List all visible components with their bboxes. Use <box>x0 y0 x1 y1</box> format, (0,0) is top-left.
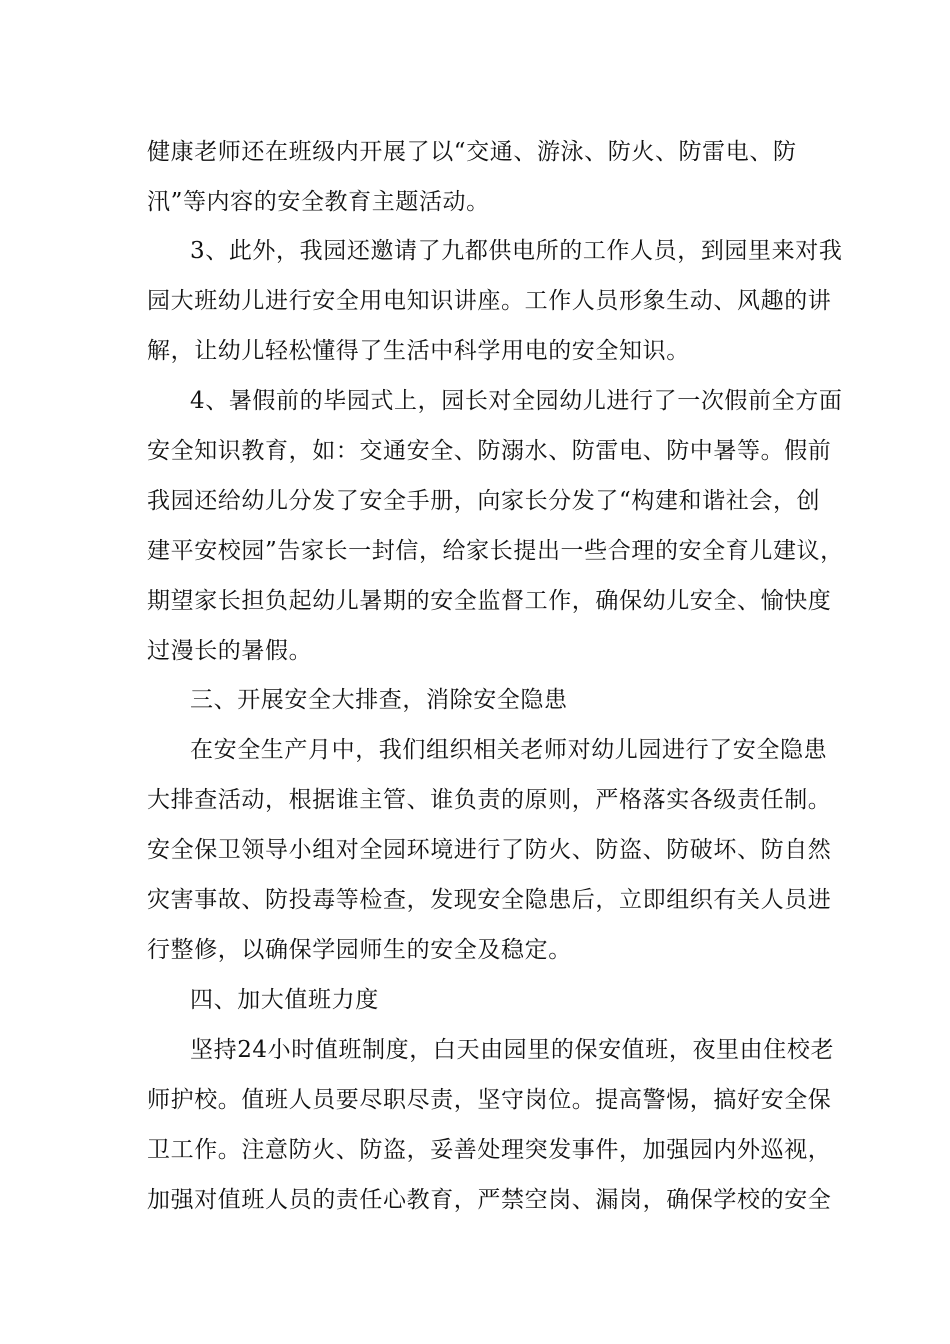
text-line: 师护校。值班人员要尽职尽责，坚守岗位。提高警惕，搞好安全保 <box>147 1087 832 1113</box>
section-heading: 四、加大值班力度 <box>190 987 379 1013</box>
text-line: 大排查活动，根据谁主管、谁负责的原则，严格落实各级责任制。 <box>147 787 832 813</box>
text-line: 健康老师还在班级内开展了以“交通、游泳、防火、防雷电、防 <box>147 139 797 165</box>
text-line: 我园还给幼儿分发了安全手册，向家长分发了“构建和谐社会，创 <box>147 488 821 514</box>
text-line: 坚持24小时值班制度，白天由园里的保安值班，夜里由住校老 <box>190 1037 835 1063</box>
text-line: 安全知识教育，如：交通安全、防溺水、防雷电、防中暑等。假前 <box>147 438 832 464</box>
text-line: 安全保卫领导小组对全园环境进行了防火、防盗、防破坏、防自然 <box>147 837 832 863</box>
section-heading: 三、开展安全大排查，消除安全隐患 <box>190 687 568 713</box>
text-line: 汛”等内容的安全教育主题活动。 <box>147 189 490 215</box>
text-line: 建平安校园”告家长一封信，给家长提出一些合理的安全育儿建议， <box>147 538 844 564</box>
text-line: 解，让幼儿轻松懂得了生活中科学用电的安全知识。 <box>147 338 690 364</box>
text-line: 加强对值班人员的责任心教育，严禁空岗、漏岗，确保学校的安全 <box>147 1187 832 1213</box>
text-line: 卫工作。注意防火、防盗，妥善处理突发事件，加强园内外巡视， <box>147 1137 832 1163</box>
text-line: 灾害事故、防投毒等检查，发现安全隐患后，立即组织有关人员进 <box>147 887 832 913</box>
text-line: 园大班幼儿进行安全用电知识讲座。工作人员形象生动、风趣的讲 <box>147 288 832 314</box>
text-line: 过漫长的暑假。 <box>147 638 313 664</box>
text-line: 期望家长担负起幼儿暑期的安全监督工作，确保幼儿安全、愉快度 <box>147 588 832 614</box>
text-line: 4、暑假前的毕园式上，园长对全园幼儿进行了一次假前全方面 <box>190 388 843 414</box>
text-line: 行整修，以确保学园师生的安全及稳定。 <box>147 937 572 963</box>
text-line: 在安全生产月中，我们组织相关老师对幼儿园进行了安全隐患 <box>190 737 828 763</box>
text-line: 3、此外，我园还邀请了九都供电所的工作人员，到园里来对我 <box>190 238 843 264</box>
